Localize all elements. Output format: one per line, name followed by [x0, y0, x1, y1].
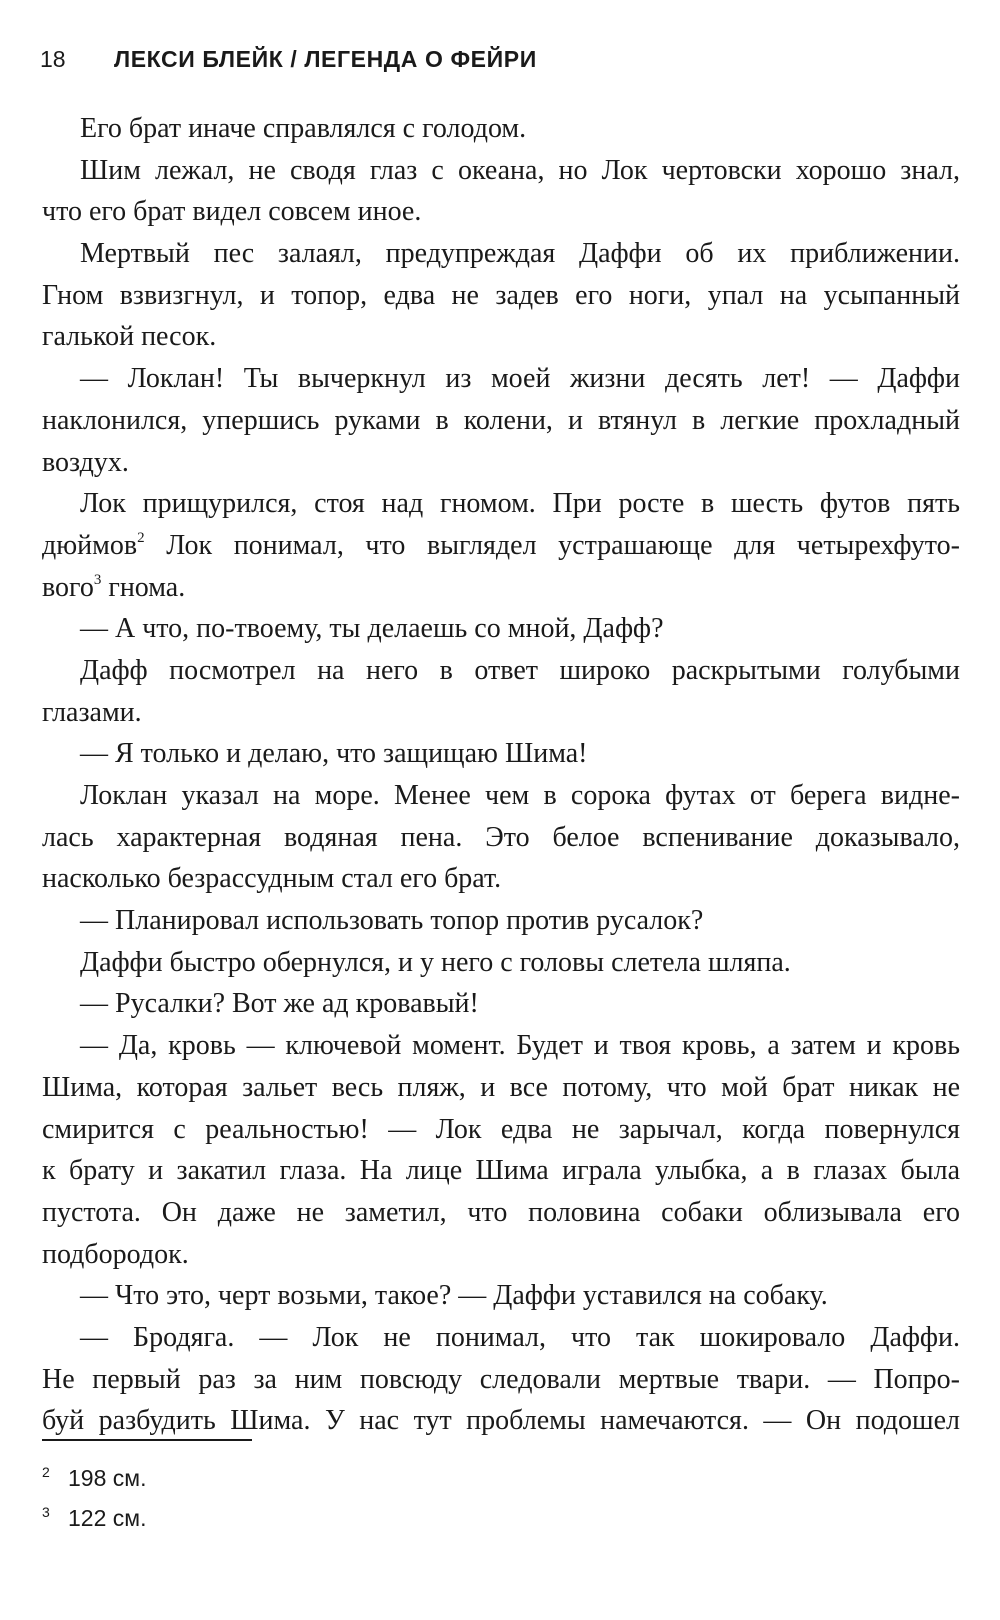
footnote: 3 122 см. — [42, 1504, 147, 1531]
footnotes — [42, 1458, 146, 1538]
text-line: насколько безрассудным стал его брат. — [42, 863, 502, 895]
footnote-text: 198 см. — [68, 1465, 147, 1491]
text-line: буй разбудить Шима. У нас тут проблемы намечаются. — Он подошел — [42, 1405, 960, 1437]
text-line: Лок прищурился, стоя над гномом. При росте в шесть футов пять — [80, 488, 960, 520]
text-line: Шим лежал, не сводя глаз с океана, но Лок чертовски хорошо знал, — [80, 154, 960, 186]
text-line: — Локлан! Ты вычеркнул из моей жизни десять лет! — Даффи — [80, 363, 960, 395]
text-fragment: дюймов — [42, 529, 138, 561]
text-fragment: гнома. — [108, 571, 186, 603]
text-line: Дафф посмотрел на него в ответ широко раскрытыми голубыми — [80, 654, 960, 686]
text-line: — Планировал использовать топор против русалок? — [80, 905, 704, 937]
text-line: смирится с реальностью! — Лок едва не зарычал, когда повернулся — [42, 1113, 960, 1145]
text-fragment: Лок понимал, что выглядел устрашающе для четырехфуто- — [166, 529, 960, 561]
footnote-text: 122 см. — [68, 1505, 147, 1531]
running-title: ЛЕКСИ БЛЕЙК / ЛЕГЕНДА О ФЕЙРИ — [114, 46, 537, 72]
text-line: подбородок. — [42, 1238, 189, 1270]
text-fragment: вого — [42, 571, 94, 603]
text-line: — Да, кровь — ключевой момент. Будет и твоя кровь, а затем и кровь — [80, 1030, 960, 1062]
footnote-divider — [42, 1439, 252, 1441]
text-line: лась характерная водяная пена. Это белое вспенивание доказывало, — [42, 821, 960, 853]
text-line: Даффи быстро обернулся, и у него с головы слетела шляпа. — [80, 946, 791, 978]
text-line: Его брат иначе справлялся с голодом. — [80, 113, 527, 144]
footnote-ref: 3 — [93, 571, 102, 588]
text-line: наклонился, упершись руками в колени, и втянул в легкие прохладный — [42, 404, 960, 436]
running-header — [40, 46, 537, 73]
text-line: что его брат видел совсем иное. — [42, 196, 422, 228]
footnote: 2 198 см. — [42, 1464, 147, 1491]
text-line: — Я только и делаю, что защищаю Шима! — [80, 738, 588, 770]
text-line: пустота. Он даже не заметил, что половина собаки облизывала его — [42, 1196, 960, 1228]
text-line: воздух. — [42, 446, 129, 478]
text-line: — Бродяга. — Лок не понимал, что так шокировало Даффи. — [80, 1321, 960, 1353]
text-line: Мертвый пес залаял, предупреждая Даффи об их приближении. — [80, 238, 960, 270]
text-line: Не первый раз за ним повсюду следовали мертвые твари. — Попро- — [42, 1363, 960, 1395]
text-line: галькой песок. — [42, 321, 217, 353]
text-line: — Что это, черт возьми, такое? — Даффи уставился на собаку. — [80, 1280, 828, 1312]
text-line: — А что, по-твоему, ты делаешь со мной, Дафф? — [80, 613, 664, 645]
text-line — [42, 525, 960, 567]
text-line: Гном взвизгнул, и топор, едва не задев его ноги, упал на усыпанный — [42, 279, 960, 311]
text-line: Шима, которая зальет весь пляж, и все потому, что мой брат никак не — [42, 1071, 960, 1103]
body-text — [42, 108, 960, 1442]
text-line: Локлан указал на море. Менее чем в сорока футах от берега видне- — [80, 780, 960, 811]
page-number: 18 — [40, 46, 66, 72]
text-line: — Русалки? Вот же ад кровавый! — [80, 988, 479, 1020]
text-line: глазами. — [42, 696, 142, 728]
text-line: к брату и закатил глаза. На лице Шима играла улыбка, а в глазах была — [42, 1155, 960, 1187]
text-line — [42, 567, 960, 609]
footnote-ref: 2 — [137, 529, 145, 546]
